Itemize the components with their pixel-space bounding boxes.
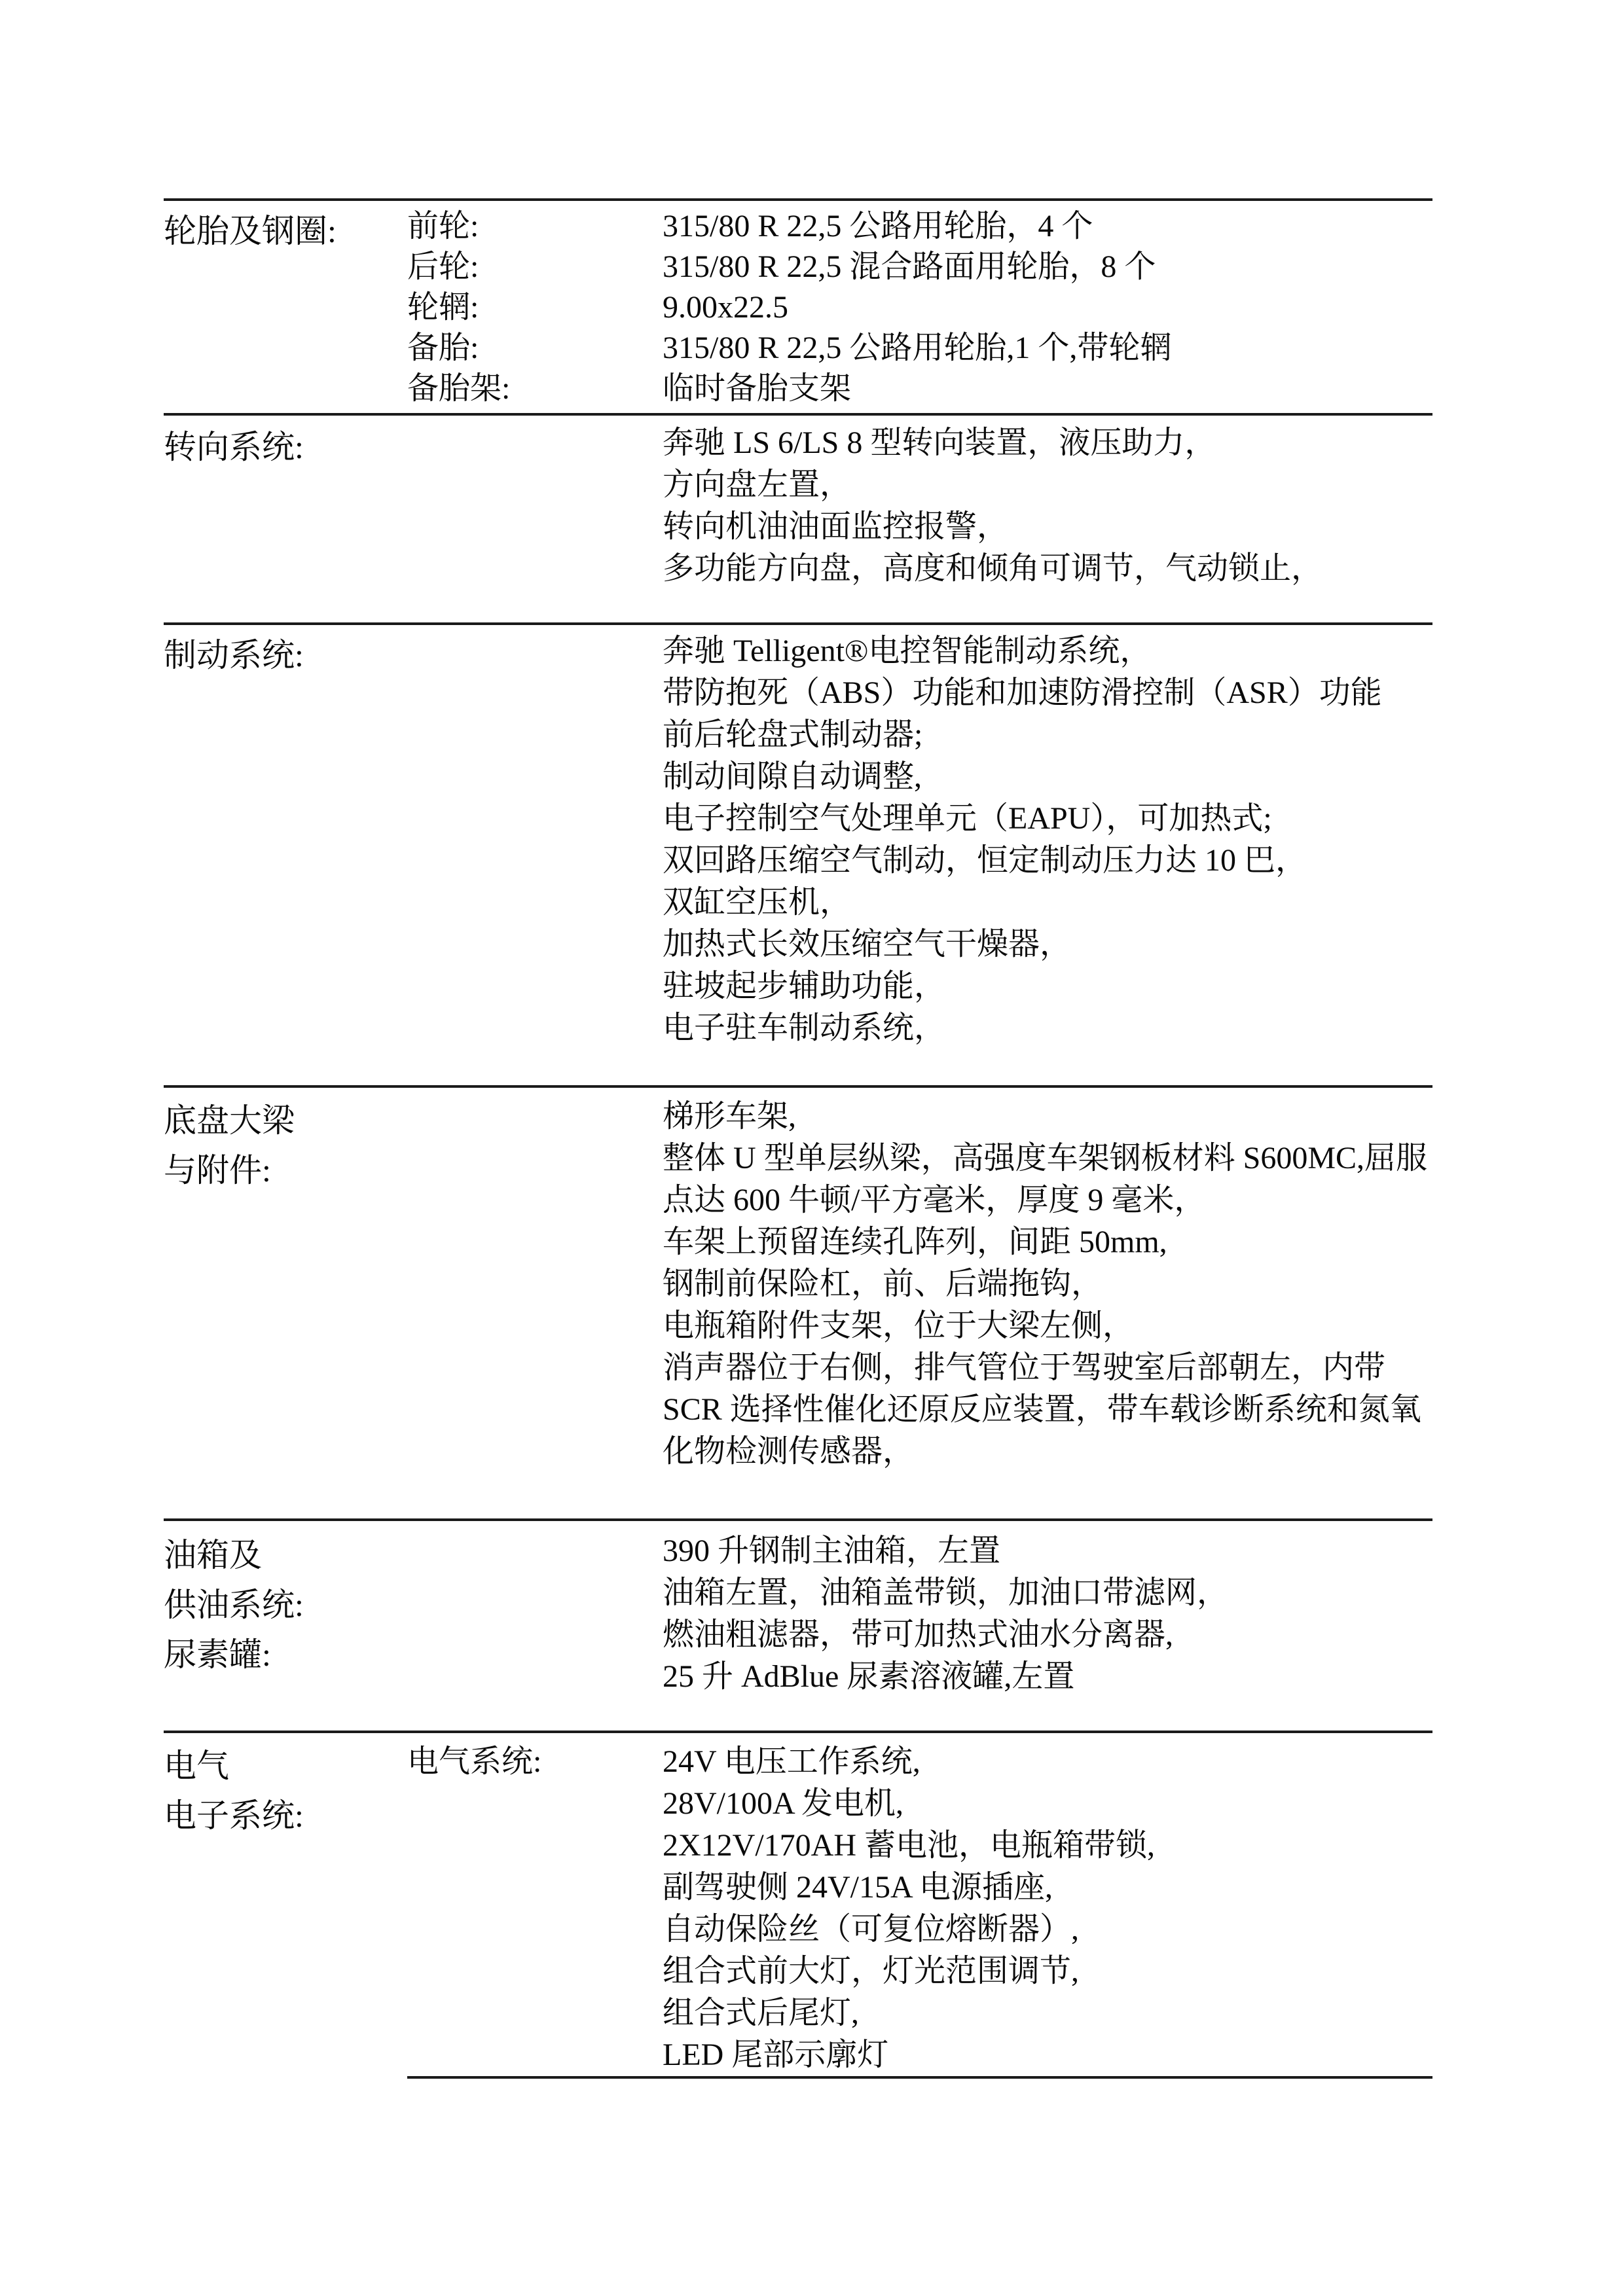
spec-row <box>407 287 1432 328</box>
steering-values <box>663 422 1432 590</box>
spec-value: 临时备胎支架 <box>663 371 852 406</box>
spec-value: 油箱左置，油箱盖带锁，加油口带滤网， <box>663 1575 1229 1610</box>
spec-value: 双缸空压机， <box>663 885 852 920</box>
chassis-values <box>663 1096 1432 1473</box>
spec-row <box>407 328 1432 368</box>
section-title-line: 油箱及 <box>164 1537 262 1573</box>
spec-value: 前后轮盘式制动器; <box>663 717 923 752</box>
braking-values <box>663 630 1432 1049</box>
spec-value: 390 升钢制主油箱，左置 <box>663 1534 1001 1568</box>
electrical-values <box>663 1741 1432 2076</box>
spec-value: 自动保险丝（可复位熔断器）, <box>663 1912 1080 1946</box>
spec-value: 电子控制空气处理单元（EAPU），可加热式; <box>663 801 1272 836</box>
spec-value: 钢制前保险杠，前、后端拖钩， <box>663 1266 1103 1301</box>
spec-value: 奔驰 LS 6/LS 8 型转向装置，液压助力， <box>663 425 1216 460</box>
section-title-line: 尿素罐: <box>164 1636 271 1673</box>
spec-value: 315/80 R 22,5 混合路面用轮胎，8 个 <box>663 249 1156 284</box>
spec-value: 双回路压缩空气制动，恒定制动压力达 10 巴， <box>663 843 1307 878</box>
spec-value: 副驾驶侧 24V/15A 电源插座, <box>663 1870 1053 1905</box>
spec-value: 车架上预留连续孔阵列，间距 50mm, <box>663 1225 1167 1259</box>
spec-value: 制动间隙自动调整, <box>663 759 922 794</box>
spec-value: 组合式后尾灯, <box>663 1996 860 2030</box>
spec-value: 电瓶箱附件支架，位于大梁左侧， <box>663 1308 1135 1343</box>
section-title: 轮胎及钢圈: <box>164 213 337 249</box>
section-title-line: 与附件: <box>164 1152 271 1189</box>
spec-value: 梯形车架, <box>663 1099 797 1134</box>
spec-value: 25 升 AdBlue 尿素溶液罐,左置 <box>663 1659 1075 1694</box>
section-braking <box>164 622 1432 1085</box>
section-title-line: 电子系统: <box>164 1797 304 1834</box>
tire-rows <box>407 206 1432 409</box>
spec-value: 消声器位于右侧，排气管位于驾驶室后部朝左，内带 <box>663 1350 1386 1385</box>
section-title-line: 供油系统: <box>164 1587 304 1623</box>
top-margin <box>164 0 1432 198</box>
spec-value: 方向盘左置， <box>663 467 852 502</box>
spec-value: LED 尾部示廓灯 <box>663 2037 889 2072</box>
section-title-line: 底盘大梁 <box>164 1102 295 1139</box>
spec-row <box>407 368 1432 409</box>
spec-row <box>407 247 1432 287</box>
spec-value: 燃油粗滤器，带可加热式油水分离器, <box>663 1617 1174 1652</box>
spec-label: 电气系统: <box>407 1744 542 1779</box>
section-fuel <box>164 1518 1432 1731</box>
section-chassis <box>164 1085 1432 1518</box>
fuel-values <box>663 1530 1432 1698</box>
section-title <box>164 1096 663 1473</box>
section-title: 制动系统: <box>164 637 304 673</box>
spec-value: 组合式前大灯，灯光范围调节, <box>663 1954 1080 1988</box>
bottom-rule <box>407 2076 1432 2079</box>
spec-label: 后轮: <box>407 249 479 284</box>
spec-value: 转向机油油面监控报警， <box>663 509 1009 544</box>
spec-label: 前轮: <box>407 209 479 243</box>
section-steering <box>164 413 1432 622</box>
spec-label: 轮辋: <box>407 290 479 325</box>
section-tires <box>164 198 1432 413</box>
spec-value: 整体 U 型单层纵梁，高强度车架钢板材料 S600MC,屈服 <box>663 1141 1428 1175</box>
spec-value: 电子驻车制动系统， <box>663 1011 946 1045</box>
section-title: 转向系统: <box>164 429 304 465</box>
spec-value: 2X12V/170AH 蓄电池，电瓶箱带锁, <box>663 1828 1155 1863</box>
spec-label: 备胎架: <box>407 371 511 406</box>
spec-value: 带防抱死（ABS）功能和加速防滑控制（ASR）功能 <box>663 675 1382 710</box>
spec-value: 28V/100A 发电机, <box>663 1786 904 1821</box>
spec-row <box>407 206 1432 247</box>
spec-value: 315/80 R 22,5 公路用轮胎，4 个 <box>663 209 1093 243</box>
spec-label: 备胎: <box>407 331 479 365</box>
spec-value: 315/80 R 22,5 公路用轮胎,1 个,带轮辋 <box>663 331 1172 365</box>
section-title <box>164 1741 407 2076</box>
section-electrical <box>164 1731 1432 2076</box>
spec-value: 化物检测传感器， <box>663 1434 915 1469</box>
spec-value: 驻坡起步辅助功能， <box>663 969 946 1003</box>
spec-value: SCR 选择性催化还原反应装置，带车载诊断系统和氮氧 <box>663 1392 1421 1427</box>
spec-value: 加热式长效压缩空气干燥器， <box>663 927 1072 961</box>
spec-value: 多功能方向盘，高度和倾角可调节，气动锁止， <box>663 551 1323 586</box>
spec-table <box>164 0 1432 2079</box>
section-title-line: 电气 <box>164 1748 229 1784</box>
spec-value: 点达 600 牛顿/平方毫米，厚度 9 毫米， <box>663 1183 1206 1217</box>
spec-value: 24V 电压工作系统, <box>663 1744 921 1779</box>
section-title <box>164 1530 663 1698</box>
spec-value: 奔驰 Telligent®电控智能制动系统， <box>663 634 1152 668</box>
spec-value: 9.00x22.5 <box>663 290 788 325</box>
